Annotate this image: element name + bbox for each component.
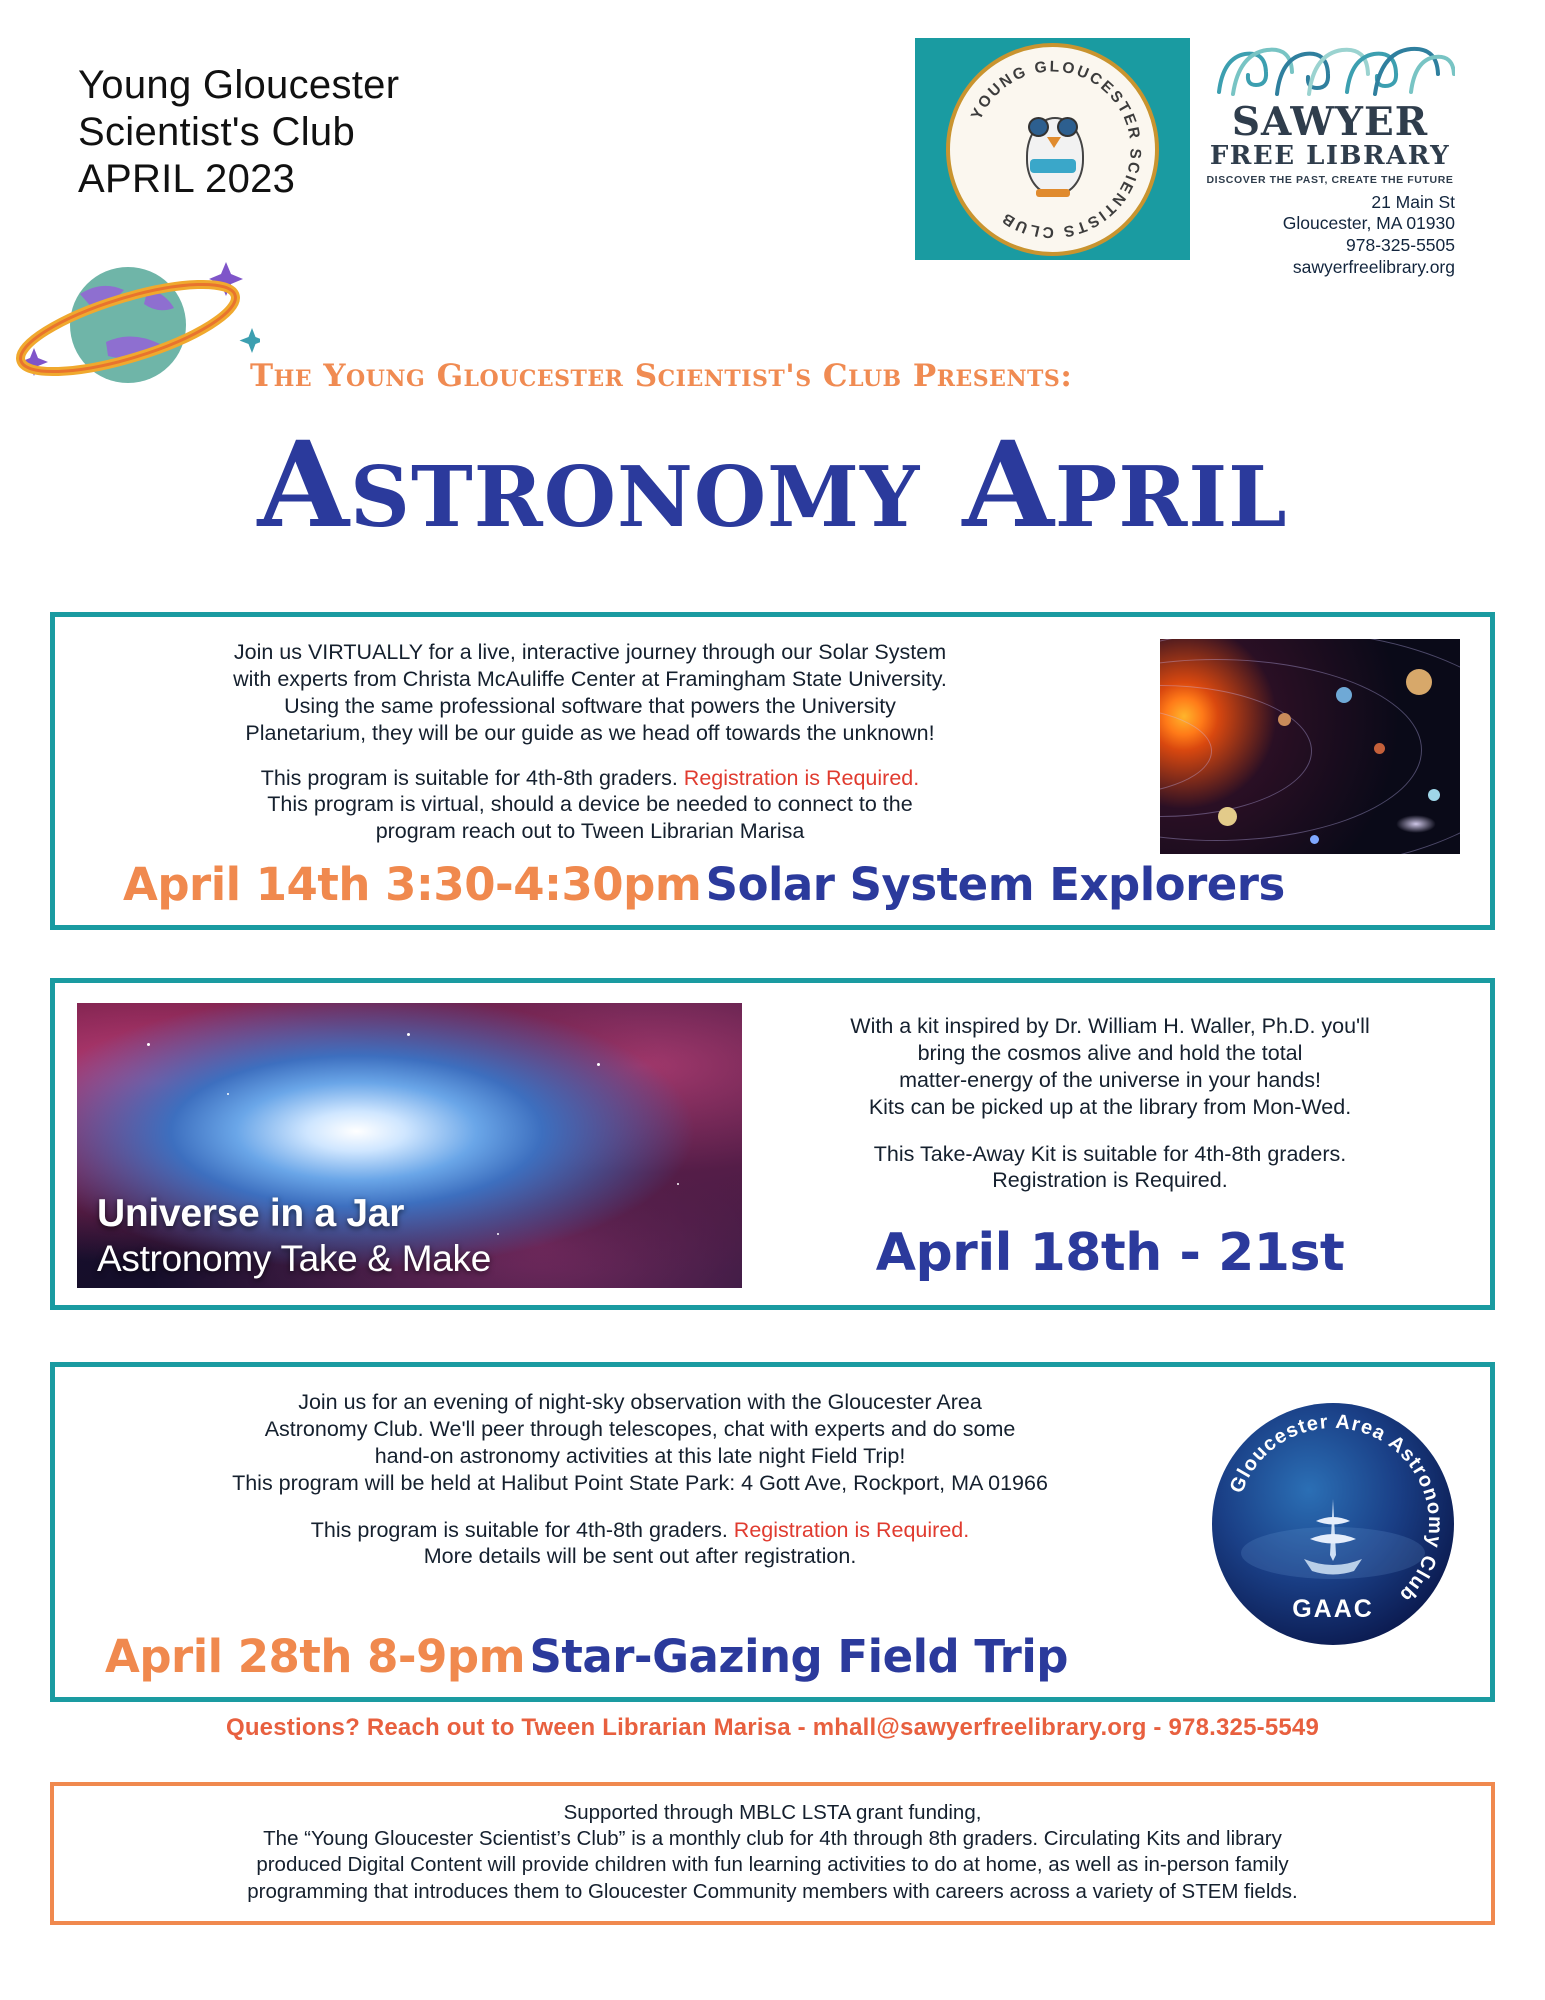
event-1-text [95, 639, 1085, 845]
club-title-line-3: APRIL 2023 [78, 157, 296, 202]
event-3-note-1a: This program is suitable for 4th-8th graders. [310, 1517, 734, 1542]
event-1-date: April 14th 3:30-4:30pm [123, 858, 702, 911]
gaac-badge-icon [1212, 1403, 1454, 1645]
club-title [78, 62, 399, 204]
club-title-line-1: Young Gloucester [78, 63, 400, 107]
event-card-star-gazing [50, 1362, 1495, 1702]
library-city: Gloucester, MA 01930 [1282, 213, 1455, 234]
library-name: SAWYER [1231, 99, 1429, 145]
library-logo [1205, 32, 1455, 278]
club-title-line-2: Scientist's Club [78, 110, 355, 155]
event-3-name: Star-Gazing Field Trip [529, 1630, 1068, 1683]
event-3-text [85, 1389, 1195, 1570]
event-3-registration-required: Registration is Required. [733, 1517, 970, 1542]
event-card-solar-system [50, 612, 1495, 930]
event-1-footer [123, 858, 1285, 911]
event-2-body-2: bring the cosmos alive and hold the total [917, 1040, 1303, 1065]
event-2-body-4: Kits can be picked up at the library from Mon-Wed. [868, 1094, 1352, 1119]
saturn-planet-icon [10, 250, 260, 420]
page-title: Astronomy April [257, 415, 1288, 554]
support-box [50, 1782, 1495, 1925]
library-phone: 978-325-5505 [1346, 234, 1455, 255]
waves-icon [1205, 32, 1455, 98]
event-2-image-caption-title: Universe in a Jar [97, 1192, 405, 1235]
event-1-body-3: Using the same professional software that powers the University [284, 693, 896, 718]
event-card-universe-in-a-jar [50, 978, 1495, 1310]
page-header [0, 0, 1545, 277]
event-2-body-3: matter-energy of the universe in your hands! [899, 1067, 1321, 1092]
event-3-body-2: Astronomy Club. We'll peer through telescopes, chat with experts and do some [264, 1416, 1016, 1441]
gaac-badge [1212, 1403, 1454, 1645]
solar-system-image [1160, 639, 1460, 854]
event-1-registration-required: Registration is Required. [683, 765, 920, 790]
support-line-4: programming that introduces them to Gloucester Community members with careers across a variety of STEM fields. [247, 1879, 1298, 1903]
library-tagline: DISCOVER THE PAST, CREATE THE FUTURE [1206, 173, 1454, 186]
event-2-footer [765, 1223, 1455, 1283]
club-logo [915, 38, 1190, 260]
event-3-date: April 28th 8-9pm [105, 1630, 525, 1683]
event-1-body-4: Planetarium, they will be our guide as we head off towards the unknown! [245, 720, 935, 745]
event-2-body-1: With a kit inspired by Dr. William H. Waller, Ph.D. you'll [850, 1014, 1370, 1038]
event-1-note-3: program reach out to Tween Librarian Marisa [375, 819, 805, 844]
event-3-body-3: hand-on astronomy activities at this late night Field Trip! [374, 1443, 906, 1468]
svg-text:Gloucester Area Astronomy Club: Gloucester Area Astronomy Club [1225, 1410, 1447, 1607]
library-website: sawyerfreelibrary.org [1292, 256, 1455, 277]
event-3-note-1 [85, 1517, 1195, 1544]
event-2-image-caption-sub: Astronomy Take & Make [97, 1238, 492, 1279]
event-2-registration-required: Registration is Required. [992, 1168, 1228, 1193]
svg-text:YOUNG GLOUCESTER SCIENTISTS CL: YOUNG GLOUCESTER SCIENTISTS CLUB [968, 57, 1144, 241]
club-logo-circle [946, 43, 1159, 256]
event-3-footer [105, 1630, 1068, 1683]
event-2-date: April 18th - 21st [875, 1223, 1345, 1283]
presents-line: The Young Gloucester Scientist's Club Presents: [250, 358, 1073, 394]
event-1-note-1a: This program is suitable for 4th-8th graders. [260, 765, 684, 790]
galaxy-image [77, 1003, 742, 1288]
event-1-note-1 [95, 765, 1085, 792]
support-line-2: The “Young Gloucester Scientist’s Club” is a monthly club for 4th through 8th graders. Circulating Kits and library [263, 1827, 1282, 1851]
event-3-body-4: This program will be held at Halibut Point State Park: 4 Gott Ave, Rockport, MA 01966 [232, 1470, 1048, 1495]
event-1-body-1: Join us VIRTUALLY for a live, interactive journey through our Solar System [233, 640, 947, 664]
owl-icon [1018, 101, 1088, 197]
support-line-1: Supported through MBLC LSTA grant funding, [563, 1801, 982, 1824]
event-3-note-2: More details will be sent out after registration. [423, 1544, 857, 1569]
library-address: 21 Main St [1371, 191, 1455, 212]
event-2-text [765, 1013, 1455, 1194]
event-1-body-2: with experts from Christa McAuliffe Center at Framingham State University. [233, 666, 947, 691]
svg-text:GAAC: GAAC [1292, 1595, 1374, 1623]
event-1-note-2: This program is virtual, should a device be needed to connect to the [267, 792, 913, 817]
event-1-name: Solar System Explorers [705, 858, 1285, 911]
support-line-3: produced Digital Content will provide children with fun learning activities to do at home, as well as in-person family [256, 1853, 1289, 1877]
event-3-body-1: Join us for an evening of night-sky observation with the Gloucester Area [298, 1390, 982, 1414]
library-subname: FREE LIBRARY [1209, 141, 1451, 171]
event-2-note-1: This Take-Away Kit is suitable for 4th-8th graders. [873, 1141, 1347, 1166]
questions-line[interactable]: Questions? Reach out to Tween Librarian Marisa - mhall@sawyerfreelibrary.org - 978.325-5549 [225, 1714, 1320, 1741]
library-contact [1205, 192, 1455, 279]
planet-decoration [10, 250, 260, 420]
